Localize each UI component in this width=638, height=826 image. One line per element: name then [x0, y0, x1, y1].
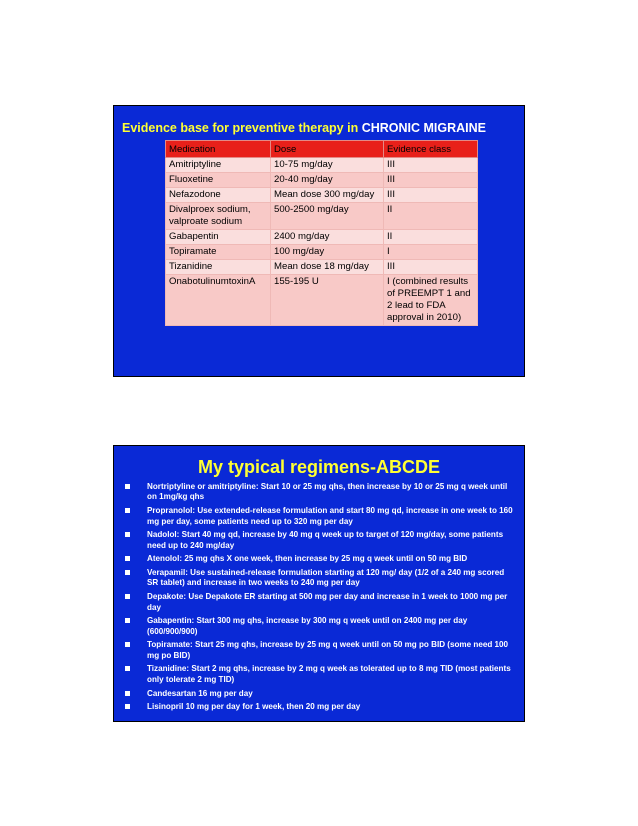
list-item-text: Candesartan 16 mg per day: [147, 688, 253, 698]
cell-dose: Mean dose 18 mg/day: [271, 260, 384, 275]
list-item: [122, 506, 514, 527]
cell-evidence-class: III: [384, 158, 478, 173]
list-item: [122, 664, 514, 685]
list-item: [122, 616, 514, 637]
cell-dose: 2400 mg/day: [271, 230, 384, 245]
cell-dose: 10-75 mg/day: [271, 158, 384, 173]
list-item: [122, 554, 514, 564]
table-row: [166, 158, 478, 173]
cell-dose: 500-2500 mg/day: [271, 203, 384, 230]
cell-evidence-class: II: [384, 230, 478, 245]
list-item-text: Lisinopril 10 mg per day for 1 week, then 20 mg per day: [147, 702, 361, 712]
list-item: [122, 482, 514, 503]
square-bullet-icon: [125, 484, 130, 489]
square-bullet-icon: [125, 642, 130, 647]
list-item-text: Gabapentin: Start 300 mg qhs, increase by 300 mg q week until on 2400 mg per day (600/900/900): [147, 616, 468, 636]
evidence-table: [165, 140, 478, 326]
list-item-text: Topiramate: Start 25 mg qhs, increase by 25 mg q week until on 50 mg po BID (some need 100 mg po BID): [147, 640, 509, 660]
slide-title: My typical regimens-ABCDE: [197, 457, 441, 477]
cell-dose: Mean dose 300 mg/day: [271, 188, 384, 203]
list-item: [122, 592, 514, 613]
header-medication: Medication: [166, 141, 271, 158]
table-row: [166, 203, 478, 230]
header-evidence-class: Evidence class: [384, 141, 478, 158]
header-dose: Dose: [271, 141, 384, 158]
list-item: [122, 568, 514, 589]
cell-medication: Topiramate: [166, 245, 271, 260]
table-row: [166, 230, 478, 245]
cell-evidence-class: II: [384, 203, 478, 230]
square-bullet-icon: [125, 508, 130, 513]
square-bullet-icon: [125, 691, 130, 696]
cell-dose: 155-195 U: [271, 275, 384, 326]
cell-medication: OnabotulinumtoxinA: [166, 275, 271, 326]
cell-evidence-class: III: [384, 260, 478, 275]
list-item-text: Tizanidine: Start 2 mg qhs, increase by 2 mg q week as tolerated up to 8 mg TID (most patients only tolerate 2 mg TID): [147, 664, 511, 684]
square-bullet-icon: [125, 594, 130, 599]
slide-typical-regimens: [113, 445, 525, 722]
title-highlight: CHRONIC MIGRAINE: [361, 121, 486, 135]
cell-dose: 20-40 mg/day: [271, 173, 384, 188]
title-text: Evidence base for preventive therapy in: [122, 121, 362, 135]
square-bullet-icon: [125, 532, 130, 537]
list-item: [122, 689, 514, 699]
square-bullet-icon: [125, 556, 130, 561]
table-row: [166, 188, 478, 203]
list-item-text: Nadolol: Start 40 mg qd, increase by 40 mg q week up to target of 120 mg/day, some patients need up to 240 mg/day: [147, 530, 504, 550]
regimen-list: [122, 482, 514, 716]
cell-evidence-class: I (combined results of PREEMPT 1 and 2 lead to FDA approval in 2010): [384, 275, 478, 326]
slide-evidence-base: [113, 105, 525, 377]
table-row: [166, 260, 478, 275]
list-item-text: Verapamil: Use sustained-release formulation starting at 120 mg/ day (1/2 of a 240 mg scored SR tablet) and increase in two weeks to 240 mg per day: [147, 568, 505, 588]
table-row: [166, 173, 478, 188]
cell-evidence-class: III: [384, 173, 478, 188]
square-bullet-icon: [125, 570, 130, 575]
cell-medication: Fluoxetine: [166, 173, 271, 188]
cell-medication: Tizanidine: [166, 260, 271, 275]
list-item-text: Depakote: Use Depakote ER starting at 500 mg per day and increase in 1 week to 1000 mg per day: [147, 592, 508, 612]
list-item-text: Propranolol: Use extended-release formulation and start 80 mg qd, increase in one week to 160 mg per day, some patients need up to 320 mg per day: [147, 506, 513, 526]
square-bullet-icon: [125, 704, 130, 709]
list-item: [122, 640, 514, 661]
cell-evidence-class: I: [384, 245, 478, 260]
table-header-row: [166, 141, 478, 158]
list-item-text: Atenolol: 25 mg qhs X one week, then increase by 25 mg q week until on 50 mg BID: [147, 554, 468, 564]
slide-title: [122, 121, 486, 135]
cell-medication: Amitriptyline: [166, 158, 271, 173]
list-item-text: Nortriptyline or amitriptyline: Start 10 or 25 mg qhs, then increase by 10 or 25 mg q week until on 1mg/kg qhs: [147, 482, 508, 502]
list-item: [122, 702, 514, 712]
cell-medication: Gabapentin: [166, 230, 271, 245]
table-row: [166, 245, 478, 260]
cell-evidence-class: III: [384, 188, 478, 203]
square-bullet-icon: [125, 618, 130, 623]
cell-medication: Divalproex sodium, valproate sodium: [166, 203, 271, 230]
square-bullet-icon: [125, 666, 130, 671]
list-item: [122, 530, 514, 551]
cell-medication: Nefazodone: [166, 188, 271, 203]
cell-dose: 100 mg/day: [271, 245, 384, 260]
table-row: [166, 275, 478, 326]
